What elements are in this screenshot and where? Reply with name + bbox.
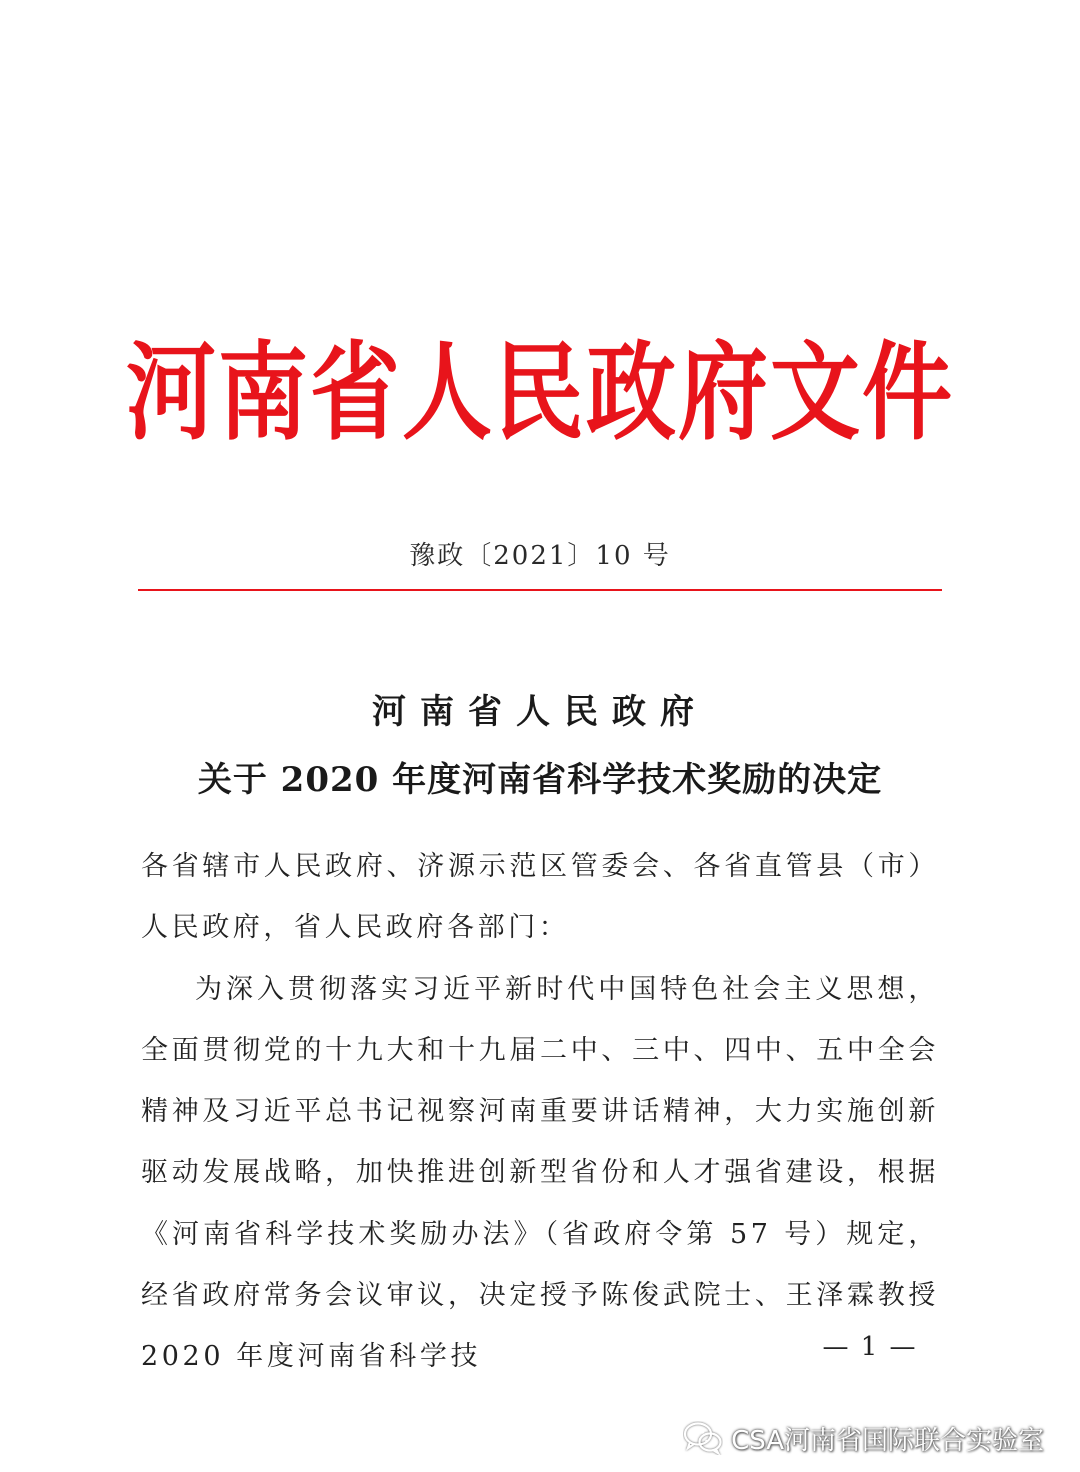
red-divider-line — [138, 589, 942, 591]
watermark-text: CSA河南省国际联合实验室 — [731, 1425, 1044, 1456]
document-number: 豫政〔2021〕10 号 — [409, 541, 671, 571]
document-title-issuer: 河南省人民政府 — [372, 692, 708, 732]
salutation: 各省辖市人民政府、济源示范区管委会、各省直管县（市）人民政府，省人民政府各部门： — [141, 851, 939, 944]
body-paragraph: 为深入贯彻落实习近平新时代中国特色社会主义思想，全面贯彻党的十九大和十九届二中、三中、四中、五中全会精神及习近平总书记视察河南重要讲话精神，大力实施创新驱动发展战略，加快推进创新型省份和人才强省建设，根据《河南省科学技术奖励办法》（省政府令第 57 号）规定，经省政府常务会议审议，决定授予陈俊武院士、王泽霖教授 2020 年度河南省科学技 — [141, 973, 939, 1373]
document-title-subject: 关于 2020 年度河南省科学技术奖励的决定 — [197, 760, 883, 800]
page-number: — 1 — — [822, 1332, 918, 1362]
masthead-title: 河南省人民政府文件 — [126, 330, 954, 456]
wechat-icon — [683, 1421, 723, 1455]
watermark — [683, 1416, 1044, 1460]
document-body — [141, 836, 939, 1388]
